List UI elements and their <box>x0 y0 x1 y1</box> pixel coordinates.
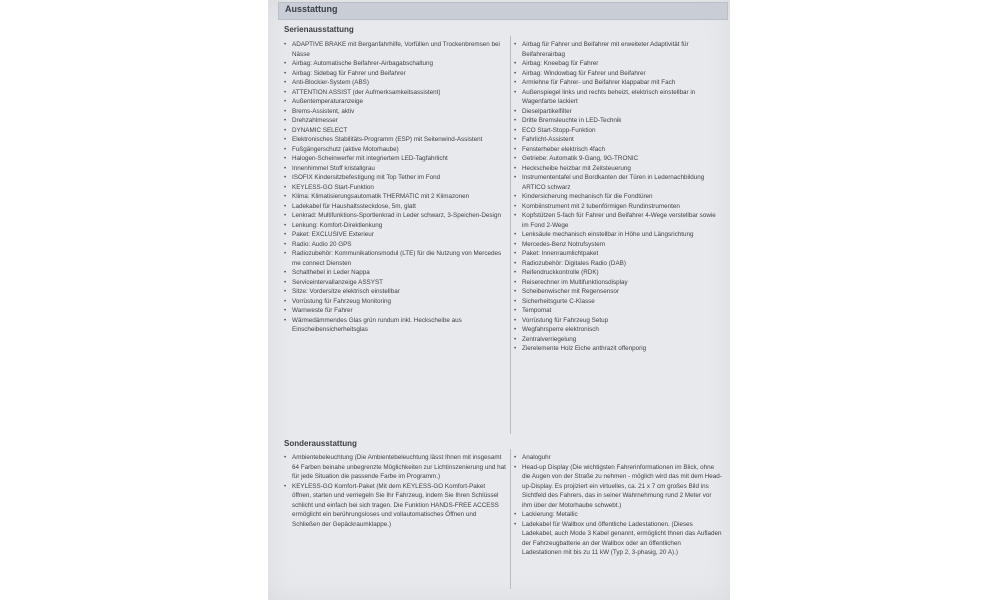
list-item: • Sicherheitsgurte C-Klasse <box>514 297 722 307</box>
header-title: Ausstattung <box>285 4 338 14</box>
list-item: • Vorrüstung für Fahrzeug Monitoring <box>284 297 506 307</box>
list-item: • Heckscheibe heizbar mit Zeitsteuerung <box>514 164 722 174</box>
list-item: • Wegfahrsperre elektronisch <box>514 325 722 335</box>
list-item: • Brems-Assistent, aktiv <box>284 107 506 117</box>
list-item: • Analoguhr <box>514 453 722 463</box>
list-item: • Airbag für Fahrer und Beifahrer mit erweiteter Adaptivität für Beifahrerairbag <box>514 40 722 59</box>
standard-left-list <box>284 40 506 335</box>
list-item: • Scheibenwischer mit Regensensor <box>514 287 722 297</box>
list-item: • Airbag: Automatische Beifahrer-Airbagabschaltung <box>284 59 506 69</box>
list-item: • Instrumententafel und Bordkanten der Türen in Ledernachbildung ARTICO schwarz <box>514 173 722 192</box>
list-item: • Ladekabel für Haushaltssteckdose, 5m, glatt <box>284 202 506 212</box>
optional-left-list <box>284 453 506 529</box>
list-item: • Kombiinstrument mit 2 tubenförmigen Rundinstrumenten <box>514 202 722 212</box>
list-item: • ATTENTION ASSIST (der Aufmerksamkeitsassistent) <box>284 88 506 98</box>
list-item: • Head-up Display (Die wichtigsten Fahrerinformationen im Blick, ohne die Augen von der Straße zu nehmen - möglich wird das mit dem Head-up-Display. Es projiziert ein virtuelles, ca. 21 x 7 cm großes Bild ins Sichtfeld des Fahrers, das in seiner Wahrnehmung rund 2 Meter vor ihm über der Motorhaube schwebt.) <box>514 463 722 511</box>
list-item: • Fußgängerschutz (aktive Motorhaube) <box>284 145 506 155</box>
list-item: • Innenhimmel Stoff kristallgrau <box>284 164 506 174</box>
list-item: • KEYLESS-GO Komfort-Paket (Mit dem KEYLESS-GO Komfort-Paket öffnen, starten und verriegeln Sie Ihr Fahrzeug, indem Sie Ihren Schlüssel schlicht und einfach bei sich tragen. Die Funktion HANDS-FREE ACCESS ermöglicht ein berührungsloses und vollautomatisches Öffnen und Schließen der Gepäckraumklappe.) <box>284 482 506 530</box>
column-divider <box>510 449 511 589</box>
list-item: • Dritte Bremsleuchte in LED-Technik <box>514 116 722 126</box>
list-item: • Airbag: Sidebag für Fahrer und Beifahrer <box>284 69 506 79</box>
list-item: • Lenksäule mechanisch einstellbar in Höhe und Längsrichtung <box>514 230 722 240</box>
list-item: • Dieselpartikelfilter <box>514 107 722 117</box>
list-item: • Außenspiegel links und rechts beheizt, elektrisch einstellbar in Wagenfarbe lackiert <box>514 88 722 107</box>
list-item: • Sitze: Vordersitze elektrisch einstellbar <box>284 287 506 297</box>
column-divider <box>510 36 511 434</box>
list-item: • Schalthebel in Leder Nappa <box>284 268 506 278</box>
document-page <box>268 0 730 600</box>
list-item: • Fahrlicht-Assistent <box>514 135 722 145</box>
list-item: • Lenkrad: Multifunktions-Sportlenkrad in Leder schwarz, 3-Speichen-Design <box>284 211 506 221</box>
list-item: • Armlehne für Fahrer- und Beifahrer klappabar mit Fach <box>514 78 722 88</box>
list-item: • ECO Start-Stopp-Funktion <box>514 126 722 136</box>
list-item: • Airbag: Kneebag für Fahrer <box>514 59 722 69</box>
list-item: • Airbag: Windowbag für Fahrer und Beifahrer <box>514 69 722 79</box>
list-item: • Mercedes-Benz Notrufsystem <box>514 240 722 250</box>
list-item: • KEYLESS-GO Start-Funktion <box>284 183 506 193</box>
list-item: • Anti-Blockier-System (ABS) <box>284 78 506 88</box>
section-header-bar <box>278 2 728 20</box>
list-item: • Serviceintervallanzeige ASSYST <box>284 278 506 288</box>
list-item: • Radio: Audio 20 GPS <box>284 240 506 250</box>
list-item: • ADAPTIVE BRAKE mit Berganfahrhilfe, Vorfüllen und Trockenbremsen bei Nässe <box>284 40 506 59</box>
list-item: • Ladekabel für Wallbox und öffentliche Ladestationen. (Dieses Ladekabel, auch Mode 3 Kabel genannt, ermöglicht Ihnen das Aufladen der Fahrzeugbatterie an der Wallbox oder an öffentlichen Ladestationen mit bis zu 11 kW (Typ 2, 3-phasig, 20 A).) <box>514 520 722 558</box>
list-item: • Lackierung: Metallic <box>514 510 722 520</box>
list-item: • Lenkung: Komfort-Direktlenkung <box>284 221 506 231</box>
list-item: • DYNAMIC SELECT <box>284 126 506 136</box>
list-item: • Klima: Klimatisierungsautomatik THERMATIC mit 2 Klimazonen <box>284 192 506 202</box>
list-item: • Warnweste für Fahrer <box>284 306 506 316</box>
list-item: • Radiozubehör: Digitales Radio (DAB) <box>514 259 722 269</box>
optional-right-list <box>514 453 722 558</box>
list-item: • Fensterheber elektrisch 4fach <box>514 145 722 155</box>
list-item: • Paket: Innenraumlichtpaket <box>514 249 722 259</box>
list-item: • Reifendruckkontrolle (RDK) <box>514 268 722 278</box>
list-item: • ISOFIX Kindersitzbefestigung mit Top Tether im Fond <box>284 173 506 183</box>
list-item: • Vorrüstung für Fahrzeug Setup <box>514 316 722 326</box>
list-item: • Paket: EXCLUSIVE Exterieur <box>284 230 506 240</box>
list-item: • Zierelemente Holz Eiche anthrazit offenporig <box>514 344 722 354</box>
list-item: • Kopfstützen 5-fach für Fahrer und Beifahrer 4-Wege verstellbar sowie im Fond 2-Wege <box>514 211 722 230</box>
standard-equipment-title: Serienausstattung <box>284 25 354 34</box>
standard-right-list <box>514 40 722 354</box>
list-item: • Kindersicherung mechanisch für die Fondtüren <box>514 192 722 202</box>
optional-equipment-title: Sonderausstattung <box>284 439 357 448</box>
list-item: • Tempomat <box>514 306 722 316</box>
list-item: • Reiserechner im Multifunktionsdisplay <box>514 278 722 288</box>
list-item: • Ambientebeleuchtung (Die Ambientebeleuchtung lässt Ihnen mit insgesamt 64 Farben beinahe unbegrenzte Möglichkeiten zur Lichtinszenierung und hat für jede Situation die passende Farbe im Programm.) <box>284 453 506 482</box>
list-item: • Radiozubehör: Kommunikationsmodul (LTE) für die Nutzung von Mercedes me connect Diensten <box>284 249 506 268</box>
list-item: • Getriebe: Automatik 9-Gang, 9G-TRONIC <box>514 154 722 164</box>
list-item: • Drehzahlmesser <box>284 116 506 126</box>
list-item: • Wärmedämmendes Glas grün rundum inkl. Heckscheibe aus Einscheibensicherheitsglas <box>284 316 506 335</box>
list-item: • Halogen-Scheinwerfer mit integriertem LED-Tagfahrlicht <box>284 154 506 164</box>
list-item: • Außentemperaturanzeige <box>284 97 506 107</box>
list-item: • Zentralverriegelung <box>514 335 722 345</box>
list-item: • Elektronisches Stabilitäts-Programm (ESP) mit Seitenwind-Assistent <box>284 135 506 145</box>
